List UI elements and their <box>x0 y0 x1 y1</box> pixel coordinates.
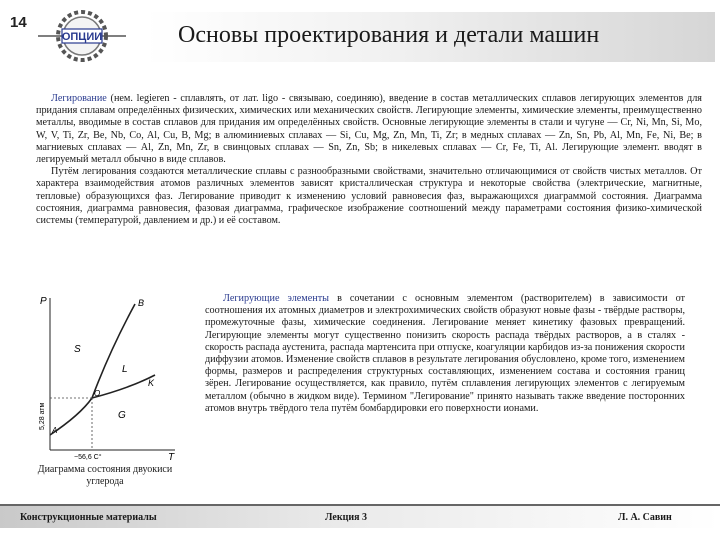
footer-divider <box>0 504 720 506</box>
region-g-label: G <box>118 410 126 421</box>
paragraph-alloys: Путём легирования создаются металлические сплавы с разнообразными свойствами, значительно отличающимися от свойств чистых металлов. От характера взаимодействия атомов различных элементов зависят кристаллическая структура и некоторые свойства (электрические, магнитные, тепловые) образующихся фаз. Легирование приводит к изменению условий равновесия фаз, выражающихся диаграммой состояния. Диаграмма состояния, диаграмма равновесия, фазовая диаграмма, графическое изображение соотношений между параметрами состояния физико-химической системы (температурой, давлением и др.) и её составом. <box>36 166 702 227</box>
paragraph-elements: Легирующие элементы в сочетании с основным элементом (растворителем) в зависимости от соотношения их атомных диаметров и электрохимических свойств образуют новые фазы - твёрдые растворы, промежуточные фазы, химические соединения. Легирование меняет кинетику фазовых превращений. Легирующие элементы могут существенно понизить скорость распада твёрдых растворов, а в сталях - скорость распада аустенита, распада мартенсита при отпуске, коагуляции карбидов из-за понижения скорости диффузии атомов. Изменение свойств сплавов в результате легирования обусловлено, кроме того, изменением формы, размеров и распределения структурных составляющих, изменением состава и состояния границ зёрен. Легирование осуществляется, как правило, путём сплавления легирующих элементов с легируемым металлом (обычно в жидком виде). Термином "Легирование" принято называть также введение посторонних атомов внутрь твёрдого тела путём бомбардировки его поверхности ионами. <box>205 293 685 414</box>
main-text <box>36 93 702 227</box>
point-b-label: B <box>138 298 145 308</box>
region-l-label: L <box>122 364 128 375</box>
term-legiruyushchie: Легирующие элементы <box>223 293 330 304</box>
boiling-curve <box>92 375 155 398</box>
logo <box>32 6 132 66</box>
x-mark-label: −56,6 С° <box>74 454 102 460</box>
footer <box>0 504 720 528</box>
right-text <box>205 293 685 415</box>
axis-t-label: T <box>168 452 175 460</box>
slide-number: 14 <box>10 14 27 31</box>
logo-text: ОПЦИИ <box>61 31 103 43</box>
point-k-label: K <box>148 378 155 388</box>
footer-lecture: Лекция 3 <box>325 512 368 523</box>
page-title: Основы проектирования и детали машин <box>178 22 600 48</box>
diagram-caption: Диаграмма состояния двуокиси углерода <box>37 464 173 487</box>
y-mark-label: 5,28 атм <box>39 402 46 430</box>
melting-curve <box>92 304 135 398</box>
footer-author: Л. А. Савин <box>618 512 672 523</box>
term-legirovanie: Легирование <box>51 93 107 104</box>
point-o-label: O <box>94 389 101 398</box>
point-a-label: A <box>52 426 58 435</box>
phase-diagram <box>30 290 180 460</box>
axis-p-label: P <box>40 296 47 307</box>
footer-course: Конструкционные материалы <box>20 512 157 523</box>
paragraph-alloying: Легирование (нем. legieren - сплавлять, от лат. ligo - связываю, соединяю), введение в состав металлических сплавов легирующих элементов для придания сплавам определённых физических, химических или механических свойств. Легирующие элементы, химические элементы, преимущественно металлы, вводимые в состав сплавов для придания им определённых свойств. Основные легирующие элементы в стали и чугуне — Cr, Ni, Mn, Si, Mo, W, V, Ti, Zr, Be, Nb, Co, Al, Cu, B, Mg; в алюминиевых сплавах — Si, Cu, Mg, Zn, Mn, Ti, Zr; в медных сплавах — Zn, Sn, Pb, Al, Mn, Fe, Ni, Be; в магниевых сплавах — Al, Zn, Mn, Zr, в свинцовых сплавах — Sn, Zn, Sb; в никелевых сплавах — Cr, Fe, Ti, Al. Легирующие элемент. вводят в легируемый металл обычно в виде сплавов. <box>36 93 702 166</box>
region-s-label: S <box>74 344 81 355</box>
